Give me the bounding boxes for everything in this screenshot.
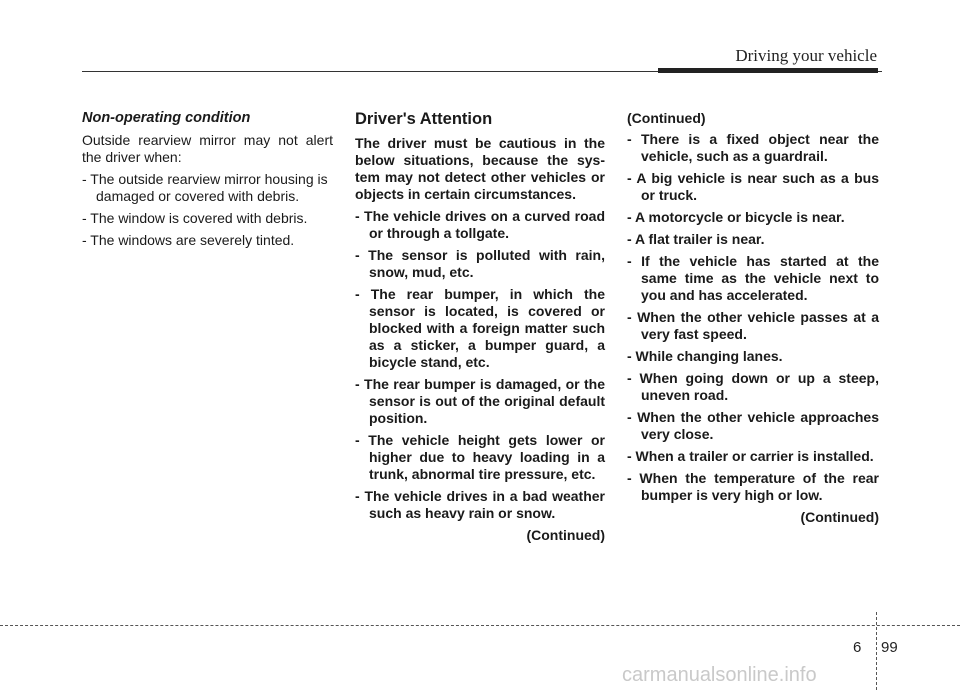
list-item: - If the vehicle has started at the same time as the vehicle next to you and has accelerated. bbox=[627, 253, 879, 303]
list-item: - The vehicle drives in a bad weather such as heavy rain or snow. bbox=[355, 488, 605, 521]
list-item: - The sensor is polluted with rain, snow, mud, etc. bbox=[355, 247, 605, 280]
page-number: 99 bbox=[881, 639, 898, 656]
list-item: - The window is covered with debris. bbox=[82, 210, 308, 226]
list-item: - A flat trailer is near. bbox=[627, 231, 765, 247]
list-item: - The vehicle drives on a curved road or through a tollgate. bbox=[355, 208, 605, 241]
list-item: - A motorcycle or bicycle is near. bbox=[627, 209, 845, 225]
section-title: Driving your vehicle bbox=[735, 46, 877, 65]
column-continued bbox=[627, 110, 879, 525]
header-rule-accent bbox=[658, 68, 878, 73]
list-item: - The vehicle height gets lower or higher due to heavy loading in a trunk, abnormal tire pressure, etc. bbox=[355, 432, 605, 482]
list-item: - When a trailer or carrier is installed. bbox=[627, 448, 874, 464]
subheading-non-operating: Non-operating condition bbox=[82, 110, 251, 126]
continued-label: (Continued) bbox=[627, 110, 706, 126]
column-non-operating bbox=[82, 110, 333, 254]
continued-label: (Continued) bbox=[526, 527, 605, 543]
list-item: - The rear bumper is damaged, or the sensor is out of the original default position. bbox=[355, 376, 605, 426]
continued-label: (Continued) bbox=[800, 509, 879, 525]
list-item: - The rear bumper, in which the sensor is located, is covered or blocked with a foreign matter such as a sticker, a bumper guard, a bicycle stand, etc. bbox=[355, 286, 605, 370]
list-item: - The outside rearview mirror housing is damaged or covered with debris. bbox=[82, 171, 328, 204]
footer-divider bbox=[876, 612, 877, 690]
list-item: - When the temperature of the rear bumper is very high or low. bbox=[627, 470, 879, 503]
list-item: - The windows are severely tinted. bbox=[82, 232, 295, 248]
list-item: - When the other vehicle approaches very close. bbox=[627, 409, 879, 442]
footer-rule bbox=[0, 625, 960, 626]
list-item: - When the other vehicle passes at a very fast speed. bbox=[627, 309, 879, 342]
condition-list bbox=[82, 171, 333, 249]
list-item: - A big vehicle is near such as a bus or truck. bbox=[627, 170, 879, 203]
heading-drivers-attention: Driver's Attention bbox=[355, 110, 493, 128]
caution-list bbox=[355, 208, 605, 522]
chapter-number: 6 bbox=[853, 639, 862, 656]
caution-list-continued bbox=[627, 131, 879, 504]
column-drivers-attention bbox=[355, 110, 605, 543]
list-item: - There is a fixed object near the vehicle, such as a guardrail. bbox=[627, 131, 879, 164]
watermark: carmanualsonline.info bbox=[622, 664, 817, 686]
list-item: - While changing lanes. bbox=[627, 348, 783, 364]
intro-text: Outside rearview mirror may not alert the driver when: bbox=[82, 132, 333, 165]
intro-text: The driver must be cautious in the below situations, because the sys-tem may not detect other vehicles or objects in certain circumstances. bbox=[355, 135, 605, 202]
list-item: - When going down or up a steep, uneven road. bbox=[627, 370, 879, 403]
